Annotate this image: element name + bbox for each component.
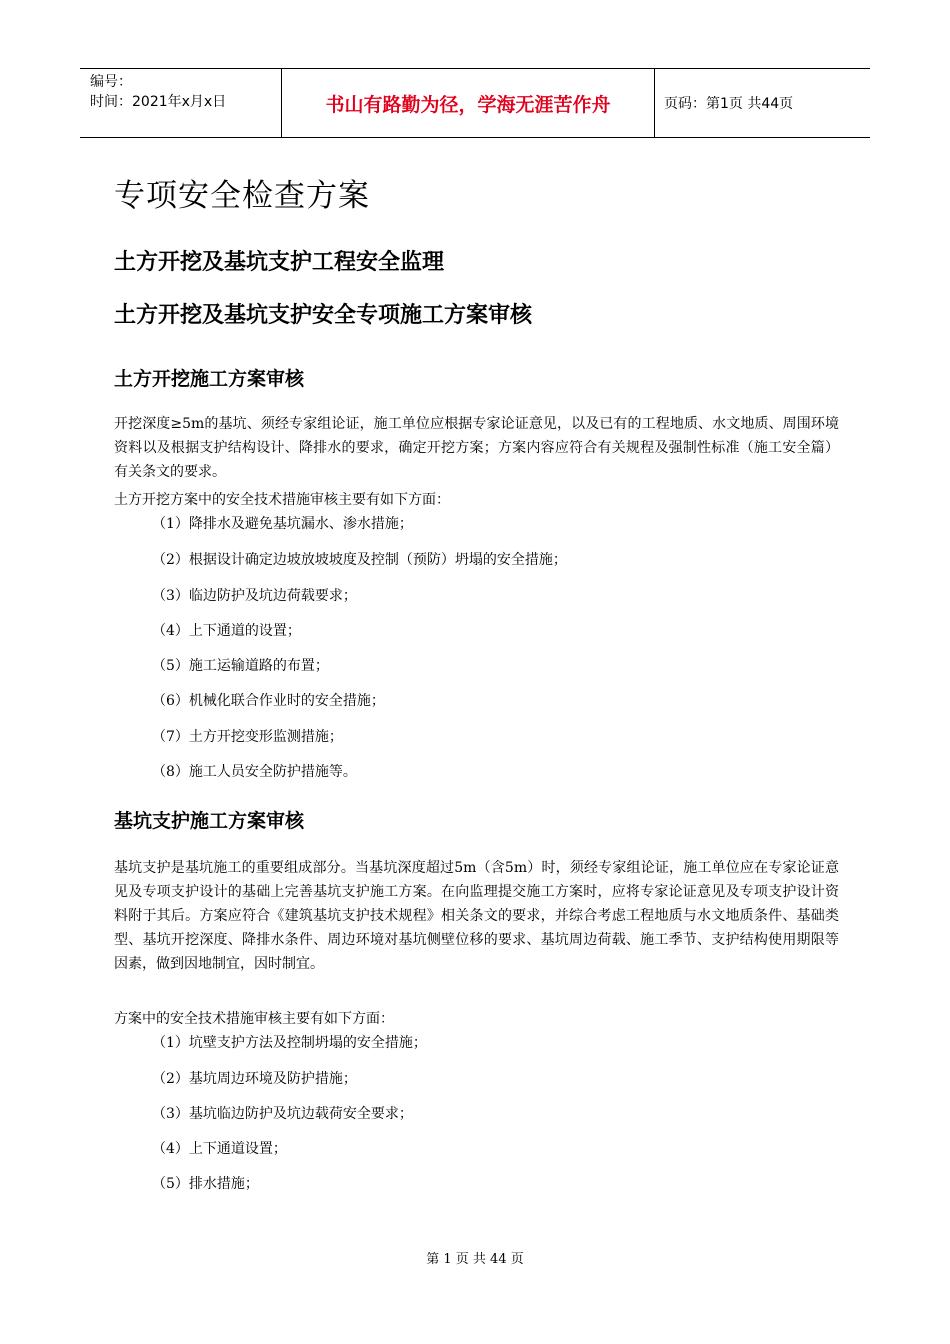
header-meta (80, 69, 282, 137)
header-page-info: 页码：第1页 共44页 (664, 96, 794, 112)
header-motto: 书山有路勤为径，学海无涯苦作舟 (282, 69, 655, 137)
section1-item: （7）土方开挖变形监测措施； (152, 729, 343, 745)
section2-item: （3）基坑临边防护及坑边载荷安全要求； (152, 1106, 413, 1122)
section1-item: （5）施工运输道路的布置； (152, 658, 329, 674)
section1-paragraph: 开挖深度≥5m的基坑、须经专家组论证，施工单位应根据专家论证意见，以及已有的工程地质、水文地质、周围环境资料以及根据支护结构设计、降排水的要求，确定开挖方案；方案内容应符合有关规程及强制性标准（施工安全篇）有关条文的要求。 (114, 416, 839, 480)
document-title: 专项安全检查方案 (114, 178, 370, 214)
section1-item: （6）机械化联合作业时的安全措施； (152, 693, 385, 709)
section1-item: （4）上下通道的设置； (152, 623, 301, 639)
section2-item: （4）上下通道设置； (152, 1141, 287, 1157)
document-number-label: 编号： (90, 74, 132, 90)
section1-item: （1）降排水及避免基坑漏水、渗水措施； (152, 516, 413, 532)
section1-item: （2）根据设计确定边坡放坡坡度及控制（预防）坍塌的安全措施； (152, 552, 567, 568)
section2-item: （5）排水措施； (152, 1176, 259, 1192)
page-header (80, 68, 870, 138)
subtitle-review: 土方开挖及基坑支护安全专项施工方案审核 (114, 303, 533, 328)
section1-heading: 土方开挖施工方案审核 (114, 368, 305, 390)
section2-paragraph: 基坑支护是基坑施工的重要组成部分。当基坑深度超过5m（含5m）时，须经专家组论证，施工单位应在专家论证意见及专项支护设计的基础上完善基坑支护施工方案。在向监理提交施工方案时，应将专家论证意见及专项支护设计资料附于其后。方案应符合《建筑基坑支护技术规程》相关条文的要求，并综合考虑工程地质与水文地质条件、基础类型、基坑开挖深度、降排水条件、周边环境对基坑侧壁位移的要求、基坑周边荷载、施工季节、支护结构使用期限等因素，做到因地制宜，因时制宜。 (114, 860, 839, 972)
document-time-label: 时间：2021年x月x日 (90, 94, 227, 110)
section1-item: （8）施工人员安全防护措施等。 (152, 764, 357, 780)
section1-intro: 土方开挖方案中的安全技术措施审核主要有如下方面： (114, 492, 450, 508)
section2-item: （2）基坑周边环境及防护措施； (152, 1071, 357, 1087)
section2-intro: 方案中的安全技术措施审核主要有如下方面： (114, 1011, 394, 1027)
section1-item: （3）临边防护及坑边荷载要求； (152, 588, 357, 604)
subtitle-supervision: 土方开挖及基坑支护工程安全监理 (114, 250, 445, 275)
section2-heading: 基坑支护施工方案审核 (114, 810, 305, 832)
page-footer: 第 1 页 共 44 页 (426, 1252, 524, 1267)
section2-item: （1）坑壁支护方法及控制坍塌的安全措施； (152, 1035, 427, 1051)
